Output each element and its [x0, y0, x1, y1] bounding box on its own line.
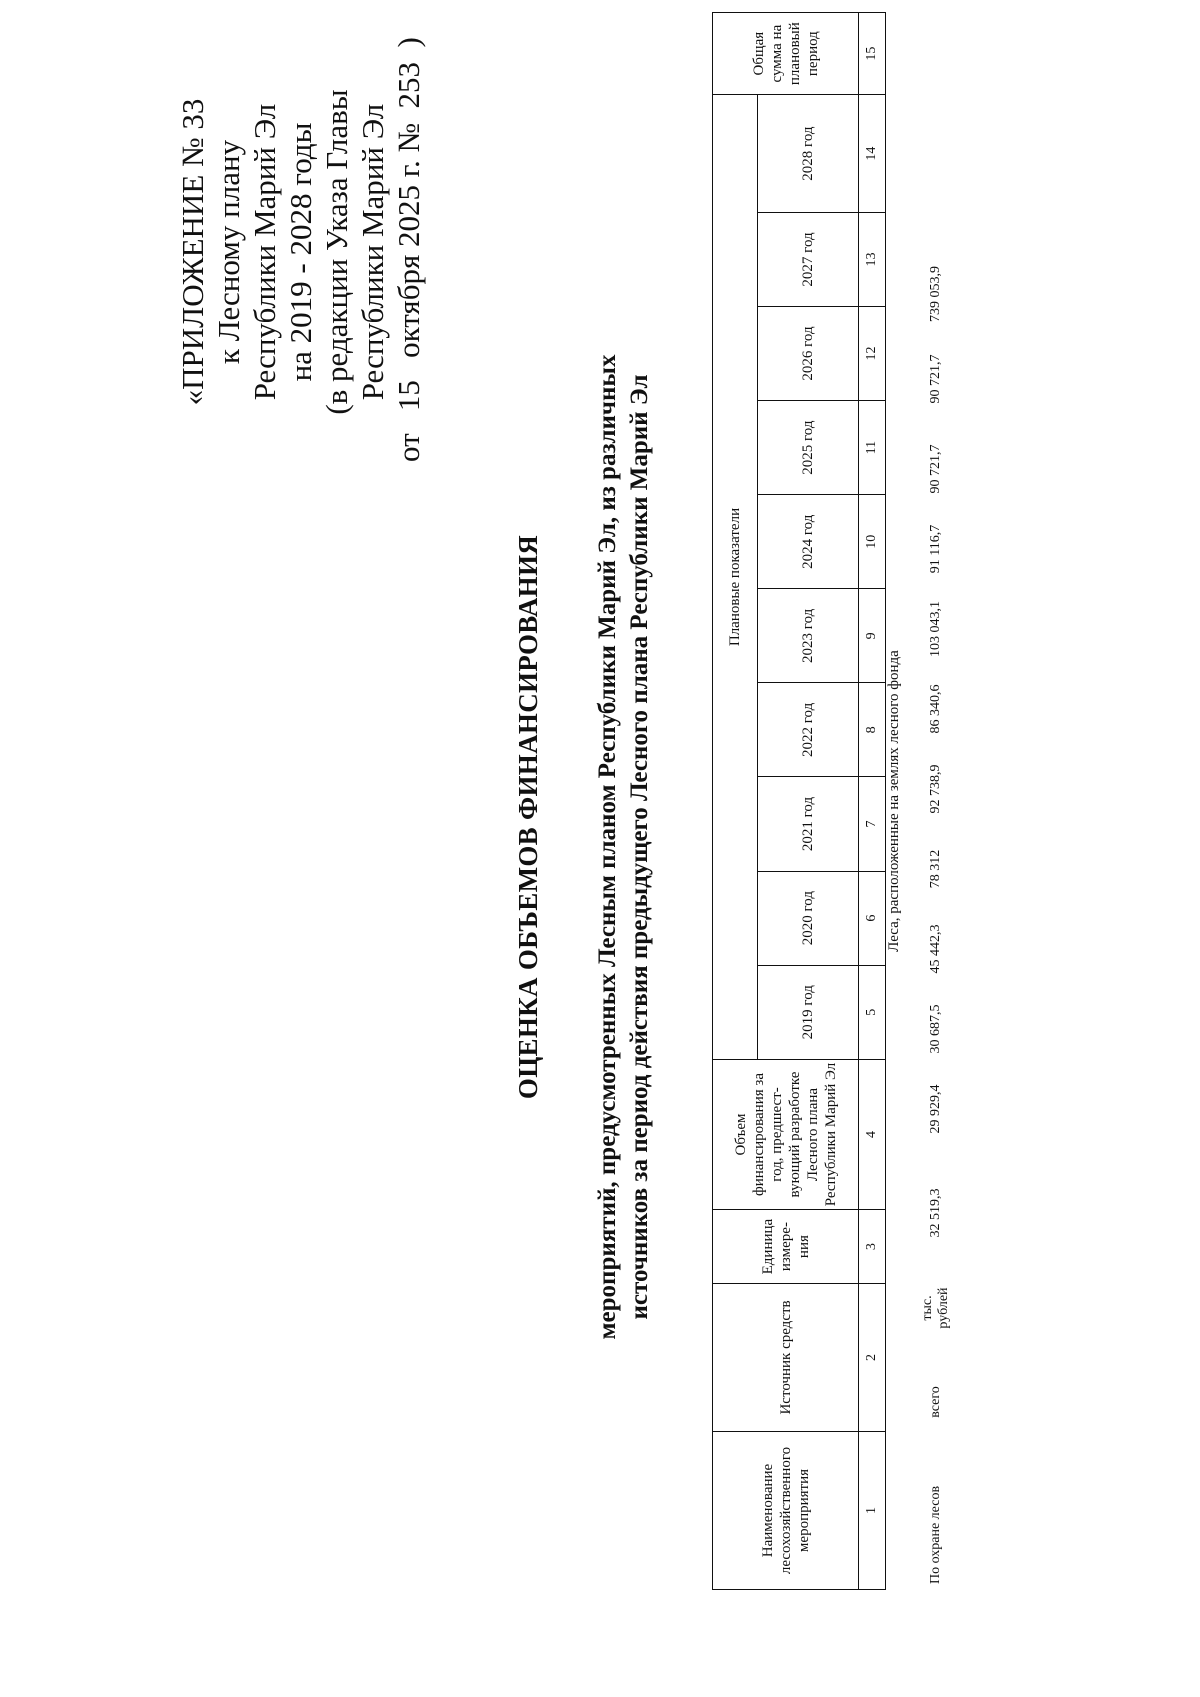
column-number: 12: [859, 306, 886, 400]
header-total: Общая сумма на плановый период: [713, 13, 859, 95]
row-prior-volume: 32 519,3: [928, 1188, 943, 1238]
header-prior-volume: Объем финансирования за год, предшест- вующий разработке Лесного плана Республики Марий Эл: [713, 1059, 859, 1210]
column-number: 15: [859, 13, 886, 95]
table-row: [920, 12, 960, 1590]
document-subtitle: [592, 97, 656, 1597]
row-value: 78 312: [928, 849, 943, 889]
row-source: всего: [928, 1386, 943, 1418]
header-year: 2022 год: [758, 683, 859, 777]
row-value: 86 340,6: [928, 684, 943, 734]
header-year: 2026 год: [758, 306, 859, 400]
column-number: 1: [859, 1432, 886, 1590]
header-unit: Единица измере- ния: [713, 1210, 859, 1284]
header-year: 2028 год: [758, 95, 859, 213]
document-title: ОЦЕНКА ОБЪЕМОВ ФИНАНСИРОВАНИЯ: [513, 534, 543, 1100]
row-value: 90 721,7: [928, 354, 943, 404]
column-number-row: [859, 13, 886, 1590]
annex-date-line: [391, 37, 427, 462]
row-unit: [920, 1277, 952, 1339]
subtitle-line-2: источников за период действия предыдущего Лесного плана Республики Марий Эл: [626, 374, 653, 1320]
financing-table: [712, 12, 886, 1590]
header-year: 2024 год: [758, 495, 859, 589]
annex-date-prefix: от: [391, 433, 426, 462]
annex-header: [175, 37, 427, 462]
row-unit-line-2: рублей: [936, 1287, 951, 1329]
column-number: 3: [859, 1210, 886, 1284]
column-number: 5: [859, 965, 886, 1059]
subtitle-line-1: мероприятий, предусмотренных Лесным планом Республики Марий Эл, из различных: [594, 354, 621, 1340]
row-total: 739 053,9: [928, 266, 943, 322]
column-number: 4: [859, 1059, 886, 1210]
column-number: 7: [859, 777, 886, 871]
column-number: 13: [859, 212, 886, 306]
column-number: 8: [859, 683, 886, 777]
header-year: 2019 год: [758, 965, 859, 1059]
column-number: 9: [859, 589, 886, 683]
row-value: 92 738,9: [928, 764, 943, 814]
annex-date-day: 15: [391, 380, 426, 412]
annex-line-1: «ПРИЛОЖЕНИЕ № 33: [175, 98, 210, 406]
section-title: Леса, расположенные на землях лесного фонда: [886, 650, 902, 952]
annex-line-4: на 2019 - 2028 годы: [283, 122, 318, 382]
header-planned-indicators: Плановые показатели: [713, 95, 758, 1059]
row-value: 45 442,3: [928, 924, 943, 974]
row-value: 30 687,5: [928, 1004, 943, 1054]
header-year: 2020 год: [758, 871, 859, 965]
annex-line-5: (в редакции Указа Главы: [319, 89, 354, 415]
header-source: Источник средств: [713, 1283, 859, 1431]
row-value: 29 929,4: [928, 1084, 943, 1134]
annex-line-6: Республики Марий Эл: [355, 103, 390, 401]
column-number: 2: [859, 1283, 886, 1431]
column-number: 11: [859, 401, 886, 495]
header-year: 2021 год: [758, 777, 859, 871]
row-value: 90 721,7: [928, 444, 943, 494]
annex-line-3: Республики Марий Эл: [247, 103, 282, 401]
annex-line-2: к Лесному плану: [211, 139, 246, 365]
row-value: 91 116,7: [928, 524, 943, 574]
header-year: 2025 год: [758, 401, 859, 495]
column-number: 14: [859, 95, 886, 213]
row-activity-name: По охране лесов: [928, 1485, 943, 1584]
annex-date-rest: октября 2025 г. №: [391, 122, 426, 358]
column-number: 10: [859, 495, 886, 589]
annex-number: 253: [391, 61, 426, 109]
row-value: 103 043,1: [928, 601, 943, 657]
column-number: 6: [859, 871, 886, 965]
annex-close-paren: ): [391, 37, 426, 48]
header-year: 2023 год: [758, 589, 859, 683]
row-unit-line-1: тыс.: [920, 1295, 935, 1321]
header-activity-name: Наименование лесохозяйственного мероприятия: [713, 1432, 859, 1590]
header-year: 2027 год: [758, 212, 859, 306]
